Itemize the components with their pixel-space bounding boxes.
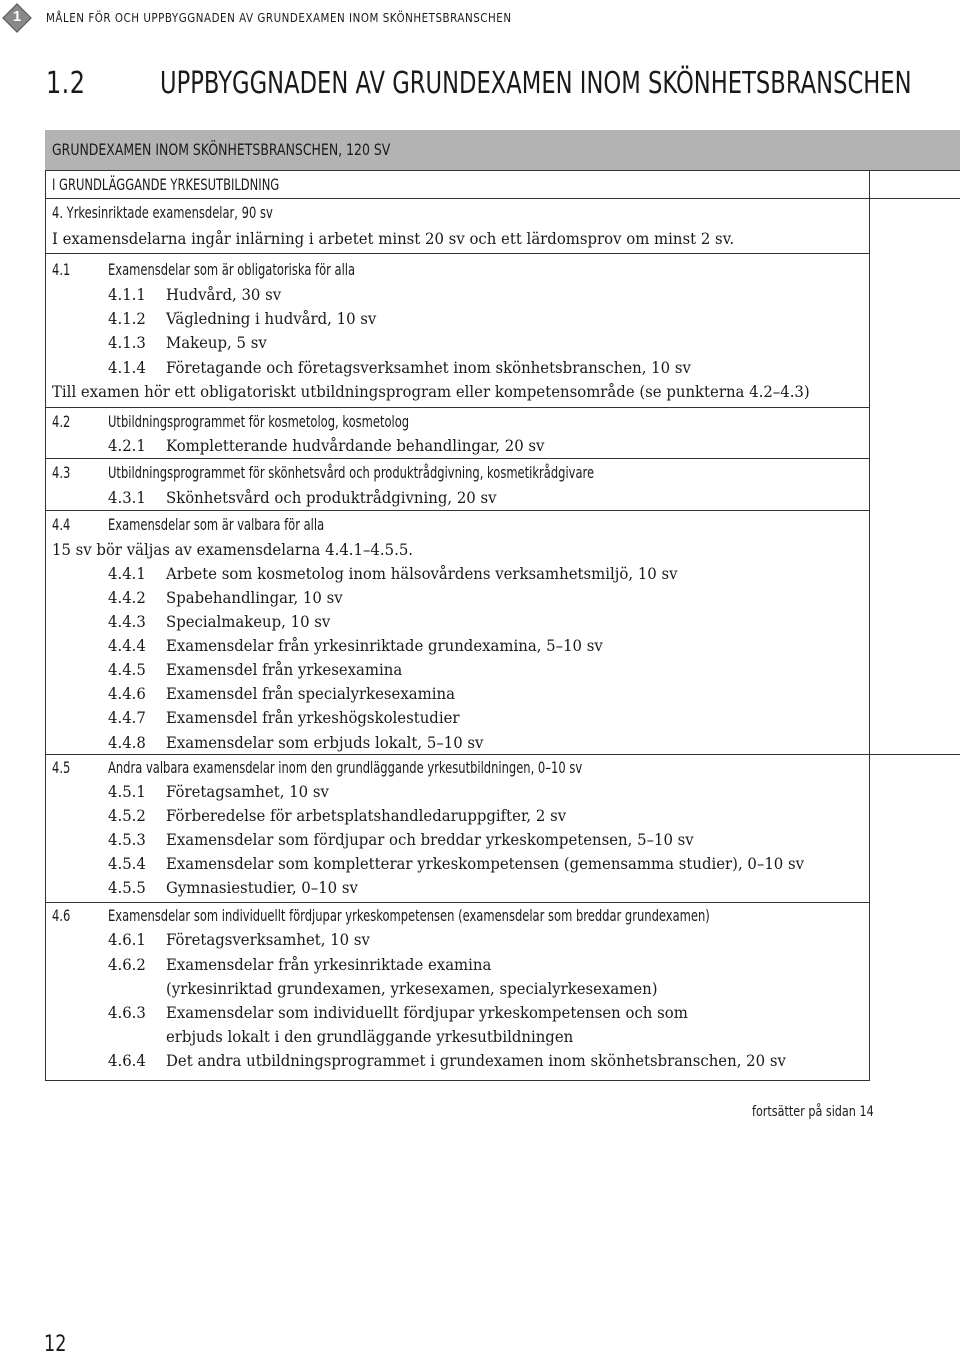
chapter-number: 1 [12,8,22,25]
part-heading: 4. Yrkesinriktade examensdelar, 90 sv [52,203,273,222]
item-number: 4.5.3 [108,830,146,849]
item-number: 4.4.2 [108,588,146,607]
item-number: 4.4.8 [108,733,146,752]
item-number: 4.5.5 [108,878,146,897]
item-number: 4.5.2 [108,806,146,825]
item-number: 4.1.3 [108,333,146,352]
item-number: 4.4.4 [108,636,146,655]
section-4-1-title: Examensdelar som är obligatoriska för alla [108,260,356,279]
item-number: 4.5.1 [108,782,146,801]
section-4-2-number: 4.2 [52,412,71,431]
item-text: Företagande och företagsverksamhet inom skönhetsbranschen, 10 sv [166,358,691,377]
item-number: 4.2.1 [108,436,146,455]
item-text: Spabehandlingar, 10 sv [166,588,343,607]
item-number: 4.4.6 [108,684,146,703]
item-text: Arbete som kosmetolog inom hälsovårdens verksamhetsmiljö, 10 sv [166,564,678,583]
item-text: Kompletterande hudvårdande behandlingar, 20 sv [166,436,545,455]
item-text: Förberedelse för arbetsplatshandledaruppgifter, 2 sv [166,806,567,825]
section-4-3-title: Utbildningsprogrammet för skönhetsvård och produktrådgivning, kosmetikrådgivare [108,463,595,482]
item-text: Examensdelar som fördjupar och breddar yrkeskompetensen, 5–10 sv [166,830,694,849]
item-number: 4.1.1 [108,285,146,304]
item-text: Företagsverksamhet, 10 sv [166,930,370,949]
item-text: Vägledning i hudvård, 10 sv [166,309,377,328]
item-number: 4.4.7 [108,708,146,727]
section-4-5-number: 4.5 [52,758,71,777]
exam-structure-table [45,130,960,1081]
divider [45,754,960,755]
item-number: 4.6.2 [108,955,146,974]
continued-note: fortsätter på sidan 14 [752,1104,874,1120]
divider [45,510,870,511]
section-4-6-title: Examensdelar som individuellt fördjupar yrkeskompetensen (examensdelar som breddar grundexamen) [108,906,710,925]
section-4-4-number: 4.4 [52,515,71,534]
item-text: Gymnasiestudier, 0–10 sv [166,878,358,897]
divider [45,902,870,903]
item-text: Företagsamhet, 10 sv [166,782,329,801]
divider [45,458,870,459]
table-header [45,130,960,171]
item-text: Examensdelar som erbjuds lokalt, 5–10 sv [166,733,484,752]
running-header: MÅLEN FÖR OCH UPPBYGGNADEN AV GRUNDEXAMEN INOM SKÖNHETSBRANSCHEN [46,11,512,25]
item-text: Specialmakeup, 10 sv [166,612,331,631]
part-intro: I examensdelarna ingår inlärning i arbetet minst 20 sv och ett lärdomsprov om minst 2 sv. [52,229,735,248]
item-text: Hudvård, 30 sv [166,285,282,304]
item-number: 4.4.3 [108,612,146,631]
page-number: 12 [44,1332,67,1356]
item-number: 4.1.4 [108,358,146,377]
item-text: Examensdel från yrkeshögskolestudier [166,708,460,727]
section-4-5-title: Andra valbara examensdelar inom den grundläggande yrkesutbildningen, 0–10 sv [108,758,583,777]
item-number: 4.4.1 [108,564,146,583]
divider [45,407,870,408]
item-text: Examensdelar från yrkesinriktade examina [166,955,492,974]
item-text: Examensdel från yrkesexamina [166,660,403,679]
divider [45,198,960,199]
section-4-3-number: 4.3 [52,463,71,482]
table-header-title: GRUNDEXAMEN INOM SKÖNHETSBRANSCHEN, 120 SV [52,140,391,159]
item-text: Skönhetsvård och produktrådgivning, 20 sv [166,488,497,507]
section-title: UPPBYGGNADEN AV GRUNDEXAMEN INOM SKÖNHETSBRANSCHEN [160,66,912,101]
item-number: 4.3.1 [108,488,146,507]
section-4-1-note: Till examen hör ett obligatoriskt utbildningsprogram eller kompetensområde (se punkterna 4.2–4.3) [52,382,810,401]
item-number: 4.6.4 [108,1051,146,1070]
item-text: Examensdelar från yrkesinriktade grundexamina, 5–10 sv [166,636,603,655]
section-4-4-note: 15 sv bör väljas av examensdelarna 4.4.1–4.5.5. [52,540,414,559]
item-number: 4.5.4 [108,854,146,873]
item-text: Det andra utbildningsprogrammet i grundexamen inom skönhetsbranschen, 20 sv [166,1051,786,1070]
section-number: 1.2 [46,66,86,101]
item-number: 4.6.1 [108,930,146,949]
chapter-badge [2,3,32,33]
section-4-4-title: Examensdelar som är valbara för alla [108,515,325,534]
item-number: 4.4.5 [108,660,146,679]
subheader: I GRUNDLÄGGANDE YRKESUTBILDNING [52,175,280,194]
item-text: Examensdelar som individuellt fördjupar yrkeskompetensen och som [166,1003,688,1022]
item-number: 4.6.3 [108,1003,146,1022]
section-4-6-number: 4.6 [52,906,71,925]
section-4-1-number: 4.1 [52,260,71,279]
item-text: Examensdelar som kompletterar yrkeskompetensen (gemensamma studier), 0–10 sv [166,854,805,873]
section-4-2-title: Utbildningsprogrammet för kosmetolog, kosmetolog [108,412,410,431]
item-text-continued: erbjuds lokalt i den grundläggande yrkesutbildningen [166,1027,574,1046]
item-text: Makeup, 5 sv [166,333,267,352]
divider [45,253,870,254]
item-text: Examensdel från specialyrkesexamina [166,684,455,703]
item-number: 4.1.2 [108,309,146,328]
item-text-continued: (yrkesinriktad grundexamen, yrkesexamen, specialyrkesexamen) [166,979,658,998]
